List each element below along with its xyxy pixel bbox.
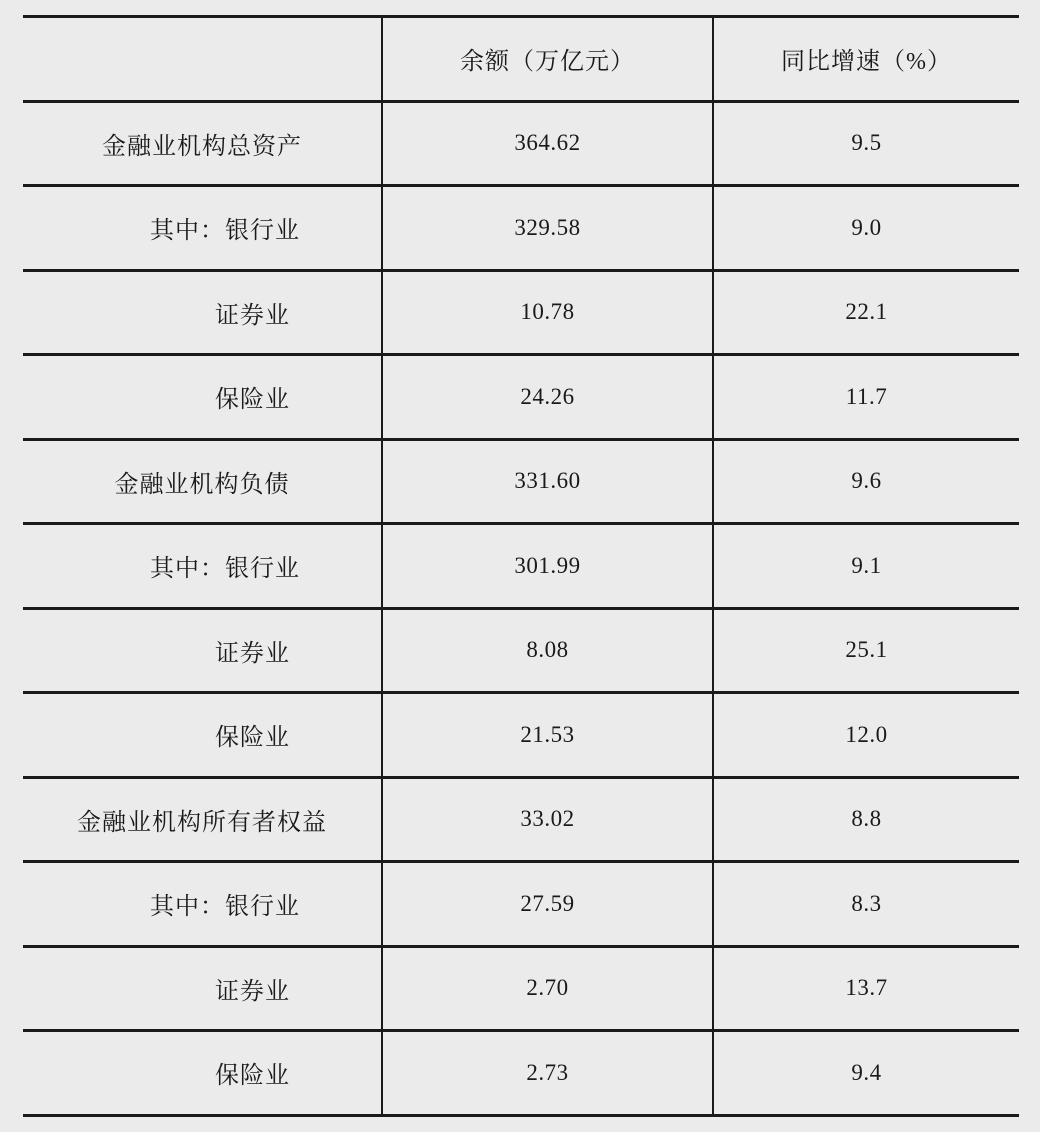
table-row xyxy=(23,101,1019,186)
balance-value: 329.58 xyxy=(382,186,713,271)
balance-value: 301.99 xyxy=(382,524,713,609)
balance-value: 331.60 xyxy=(382,439,713,524)
row-label: 其中：银行业 xyxy=(23,524,382,609)
column-header-growth: 同比增速（%） xyxy=(713,17,1019,102)
growth-value: 12.0 xyxy=(713,693,1019,778)
growth-value: 25.1 xyxy=(713,608,1019,693)
row-label: 保险业 xyxy=(23,1031,382,1116)
financial-institutions-table-container xyxy=(23,15,1019,1117)
growth-value: 22.1 xyxy=(713,270,1019,355)
balance-value: 33.02 xyxy=(382,777,713,862)
growth-value: 9.6 xyxy=(713,439,1019,524)
growth-value: 9.1 xyxy=(713,524,1019,609)
table-row xyxy=(23,946,1019,1031)
growth-value: 13.7 xyxy=(713,946,1019,1031)
row-label: 其中：银行业 xyxy=(23,862,382,947)
row-label: 金融业机构所有者权益 xyxy=(23,777,382,862)
table-row xyxy=(23,355,1019,440)
table-row xyxy=(23,777,1019,862)
row-label: 证券业 xyxy=(23,270,382,355)
growth-value: 9.0 xyxy=(713,186,1019,271)
row-label: 保险业 xyxy=(23,355,382,440)
growth-value: 9.5 xyxy=(713,101,1019,186)
row-label: 其中：银行业 xyxy=(23,186,382,271)
growth-value: 9.4 xyxy=(713,1031,1019,1116)
table-row xyxy=(23,1031,1019,1116)
balance-value: 24.26 xyxy=(382,355,713,440)
balance-value: 10.78 xyxy=(382,270,713,355)
row-label: 金融业机构总资产 xyxy=(23,101,382,186)
table-row xyxy=(23,608,1019,693)
row-label: 证券业 xyxy=(23,946,382,1031)
table-row xyxy=(23,439,1019,524)
table-row xyxy=(23,270,1019,355)
row-label: 保险业 xyxy=(23,693,382,778)
balance-value: 364.62 xyxy=(382,101,713,186)
balance-value: 8.08 xyxy=(382,608,713,693)
header-row xyxy=(23,17,1019,102)
balance-value: 2.70 xyxy=(382,946,713,1031)
financial-institutions-table xyxy=(23,15,1019,1117)
row-label: 金融业机构负债 xyxy=(23,439,382,524)
balance-value: 21.53 xyxy=(382,693,713,778)
balance-value: 27.59 xyxy=(382,862,713,947)
column-header-balance: 余额（万亿元） xyxy=(382,17,713,102)
table-row xyxy=(23,693,1019,778)
column-header-category xyxy=(23,17,382,102)
table-row xyxy=(23,524,1019,609)
table-row xyxy=(23,862,1019,947)
table-row xyxy=(23,186,1019,271)
growth-value: 8.3 xyxy=(713,862,1019,947)
growth-value: 11.7 xyxy=(713,355,1019,440)
growth-value: 8.8 xyxy=(713,777,1019,862)
row-label: 证券业 xyxy=(23,608,382,693)
balance-value: 2.73 xyxy=(382,1031,713,1116)
